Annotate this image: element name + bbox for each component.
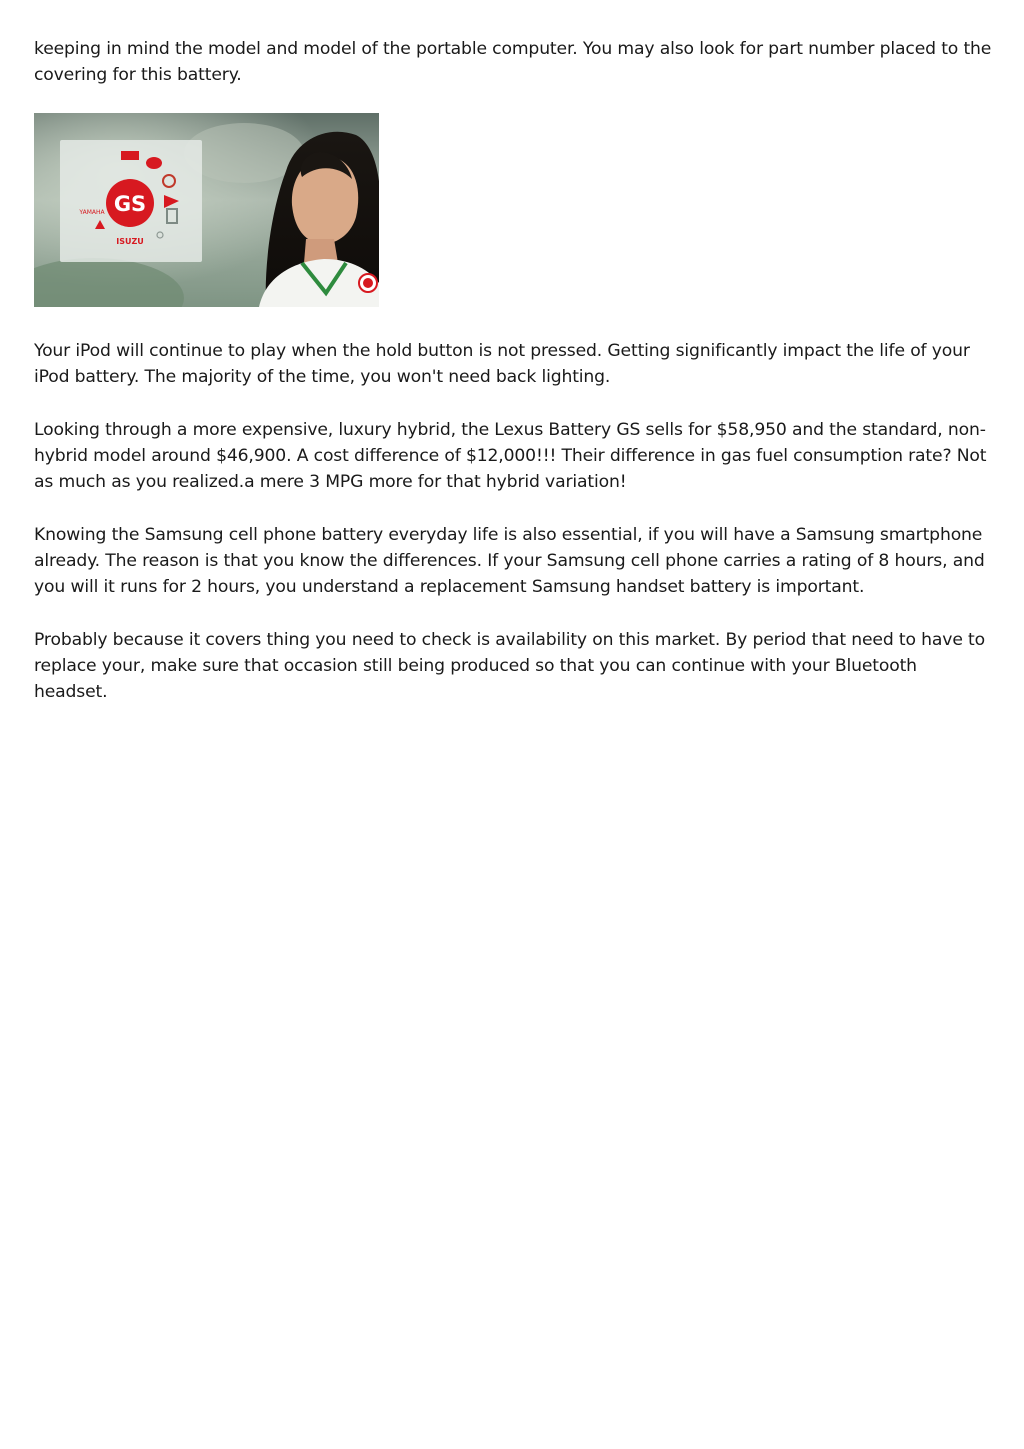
article-paragraph-4: Knowing the Samsung cell phone battery everyday life is also essential, if you will have a Samsung smartphone already. The reason is that you know the differences. If your Samsung cell phone carries a rating of 8 hours, and you will it runs for 2 hours, you understand a replacement Samsung handset battery is important. [34, 525, 985, 597]
article-paragraph-2: Your iPod will continue to play when the hold button is not pressed. Getting significantly impact the life of your iPod battery. The majority of the time, you won't need back lighting. [34, 341, 970, 387]
article [34, 36, 994, 732]
article-paragraph-1: keeping in mind the model and model of the portable computer. You may also look for part number placed to the covering for this battery. [34, 39, 992, 85]
brand-label-isuzu: ISUZU [116, 237, 144, 246]
article-paragraph-3: Looking through a more expensive, luxury hybrid, the Lexus Battery GS sells for $58,950 and the standard, non-hybrid model around $46,900. A cost difference of $12,000!!! Their difference in gas fuel consumption rate? Not as much as you realized.a mere 3 MPG more for that hybrid variation! [34, 420, 987, 492]
brand-label-yamaha: YAMAHA [79, 209, 105, 216]
article-paragraph-5: Probably because it covers thing you need to check is availability on this market. By period that need to have to replace your, make sure that occasion still being produced so that you can continue with your Bluetooth headset. [34, 630, 986, 702]
brand-mark-daihatsu [121, 151, 139, 160]
hero-image [34, 113, 379, 307]
brand-mark-oval [146, 157, 162, 169]
gs-logo-text: GS [113, 192, 147, 216]
